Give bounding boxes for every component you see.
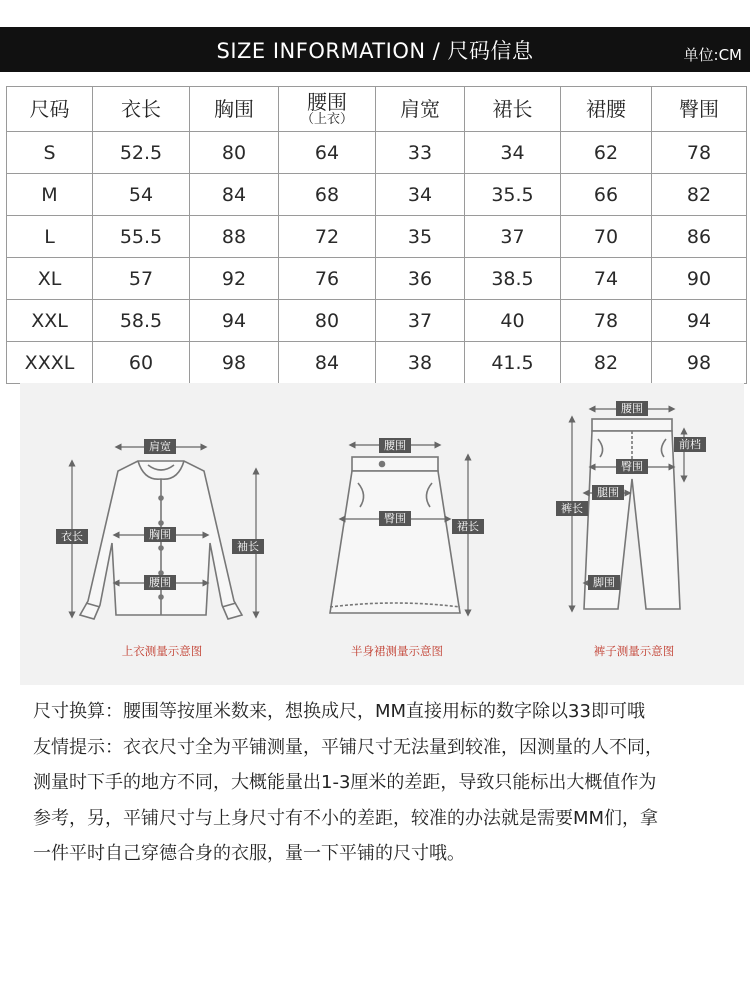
label-waist: 腰围 bbox=[149, 576, 171, 589]
table-cell: 34 bbox=[465, 132, 561, 174]
table-cell: 98 bbox=[652, 342, 747, 384]
table-cell: 80 bbox=[190, 132, 279, 174]
table-cell: XXXL bbox=[7, 342, 93, 384]
table-cell: S bbox=[7, 132, 93, 174]
header-cell: 尺码 bbox=[7, 87, 93, 132]
table-cell: 54 bbox=[93, 174, 190, 216]
table-header-row bbox=[7, 87, 747, 132]
header-cell: 裙腰 bbox=[561, 87, 652, 132]
table-cell: 60 bbox=[93, 342, 190, 384]
table-cell: 82 bbox=[561, 342, 652, 384]
header-cell: 裙长 bbox=[465, 87, 561, 132]
table-cell: 57 bbox=[93, 258, 190, 300]
label-sleeve: 袖长 bbox=[237, 540, 259, 553]
tip-line: 测量时下手的地方不同，大概能量出1-3厘米的差距，导致只能标出大概值作为 bbox=[33, 772, 657, 793]
size-info-banner bbox=[0, 27, 750, 72]
table-cell: 35.5 bbox=[465, 174, 561, 216]
table-cell: 98 bbox=[190, 342, 279, 384]
table-cell: 62 bbox=[561, 132, 652, 174]
table-row bbox=[7, 216, 747, 258]
table-cell: 52.5 bbox=[93, 132, 190, 174]
table-cell: M bbox=[7, 174, 93, 216]
header-cell: 肩宽 bbox=[376, 87, 465, 132]
measurement-diagrams bbox=[20, 383, 744, 685]
table-cell: 66 bbox=[561, 174, 652, 216]
label-skirt-hip: 臀围 bbox=[384, 512, 406, 525]
label-shoulder: 肩宽 bbox=[149, 440, 171, 453]
label-pants-length: 裤长 bbox=[561, 502, 583, 515]
table-row bbox=[7, 342, 747, 384]
label-pants-thigh: 腿围 bbox=[597, 486, 619, 499]
table-cell: 37 bbox=[465, 216, 561, 258]
table-cell: 76 bbox=[279, 258, 376, 300]
label-pants-hip: 臀围 bbox=[621, 460, 643, 473]
tip-line: 一件平时自己穿德合身的衣服，量一下平铺的尺寸哦。 bbox=[33, 843, 465, 864]
conversion-note: 尺寸换算：腰围等按厘米数来，想换成尺，MM直接用标的数字除以33即可哦 bbox=[33, 701, 645, 722]
table-cell: 70 bbox=[561, 216, 652, 258]
table-cell: 90 bbox=[652, 258, 747, 300]
table-cell: 84 bbox=[190, 174, 279, 216]
skirt-caption: 半身裙测量示意图 bbox=[351, 644, 443, 658]
header-cell: 衣长 bbox=[93, 87, 190, 132]
unit-label: 单位:CM bbox=[683, 46, 742, 64]
table-cell: 33 bbox=[376, 132, 465, 174]
table-cell: 37 bbox=[376, 300, 465, 342]
table-cell: 68 bbox=[279, 174, 376, 216]
table-cell: 55.5 bbox=[93, 216, 190, 258]
header-cell: 臀围 bbox=[652, 87, 747, 132]
table-cell: 92 bbox=[190, 258, 279, 300]
table-cell: 64 bbox=[279, 132, 376, 174]
label-length: 衣长 bbox=[61, 530, 83, 543]
table-cell: 74 bbox=[561, 258, 652, 300]
table-cell: 86 bbox=[652, 216, 747, 258]
label-pants-hem: 脚围 bbox=[593, 576, 615, 589]
table-cell: 35 bbox=[376, 216, 465, 258]
label-skirt-length: 裙长 bbox=[457, 520, 479, 533]
table-cell: 58.5 bbox=[93, 300, 190, 342]
table-cell: 94 bbox=[652, 300, 747, 342]
table-row bbox=[7, 132, 747, 174]
table-cell: 82 bbox=[652, 174, 747, 216]
table-row bbox=[7, 258, 747, 300]
table-cell: 34 bbox=[376, 174, 465, 216]
label-pants-waist: 腰围 bbox=[621, 402, 643, 415]
banner-title: SIZE INFORMATION / 尺码信息 bbox=[216, 39, 534, 63]
skirt-diagram bbox=[330, 457, 460, 613]
table-cell: 40 bbox=[465, 300, 561, 342]
header-cell: 胸围 bbox=[190, 87, 279, 132]
table-cell: 88 bbox=[190, 216, 279, 258]
notes-section bbox=[33, 694, 733, 872]
table-row bbox=[7, 300, 747, 342]
tip-line: 友情提示：衣衣尺寸全为平铺测量，平铺尺寸无法量到较准，因测量的人不同， bbox=[33, 736, 663, 758]
label-skirt-waist: 腰围 bbox=[384, 439, 406, 452]
table-cell: XXL bbox=[7, 300, 93, 342]
table-cell: 38 bbox=[376, 342, 465, 384]
table-cell: XL bbox=[7, 258, 93, 300]
header-cell: 腰围 （上衣） bbox=[279, 87, 376, 132]
table-cell: 72 bbox=[279, 216, 376, 258]
table-cell: 94 bbox=[190, 300, 279, 342]
table-cell: 41.5 bbox=[465, 342, 561, 384]
table-cell: 78 bbox=[561, 300, 652, 342]
table-cell: 84 bbox=[279, 342, 376, 384]
label-pants-front-rise: 前档 bbox=[679, 438, 701, 451]
shirt-caption: 上衣测量示意图 bbox=[121, 644, 203, 658]
table-cell: 38.5 bbox=[465, 258, 561, 300]
table-cell: 78 bbox=[652, 132, 747, 174]
table-row bbox=[7, 174, 747, 216]
label-chest: 胸围 bbox=[149, 528, 171, 541]
tip-line: 参考，另，平铺尺寸与上身尺寸有不小的差距，较准的办法就是需要MM们，拿 bbox=[33, 807, 659, 829]
pants-caption: 裤子测量示意图 bbox=[593, 644, 675, 658]
size-table bbox=[6, 86, 747, 384]
table-cell: 36 bbox=[376, 258, 465, 300]
measurement-diagram-panel bbox=[20, 383, 744, 685]
table-cell: L bbox=[7, 216, 93, 258]
table-cell: 80 bbox=[279, 300, 376, 342]
